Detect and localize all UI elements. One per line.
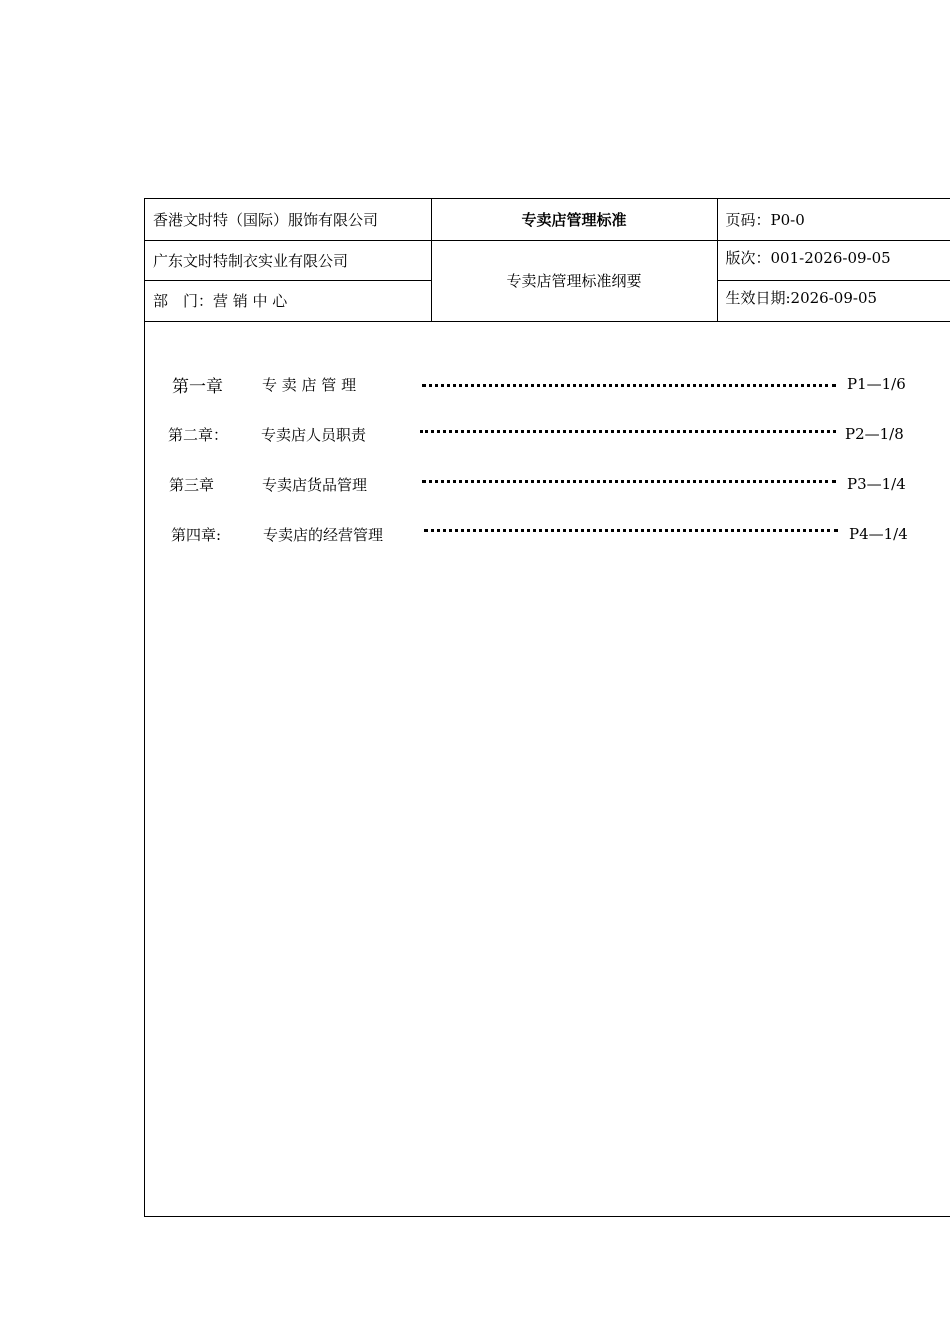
toc-dot-leader — [422, 480, 836, 483]
toc-page-ref: P3—1/4 — [847, 475, 906, 493]
toc-entry-1 — [172, 372, 932, 396]
effective-date: 生效日期:2026-09-05 — [717, 280, 950, 321]
company-name-hk: 香港文时特（国际）服饰有限公司 — [145, 199, 431, 240]
toc-title: 专卖店的经营管理 — [263, 525, 384, 544]
document-subtitle: 专卖店管理标准纲要 — [431, 240, 717, 321]
document-title: 专卖店管理标准 — [431, 199, 717, 240]
toc-page-ref: P2—1/8 — [845, 425, 904, 443]
toc-dot-leader — [422, 384, 836, 387]
toc-chapter: 第二章： — [168, 425, 229, 444]
toc-chapter: 第四章: — [171, 525, 222, 544]
toc-page-ref: P1—1/6 — [847, 375, 906, 393]
toc-title: 专卖店货品管理 — [262, 475, 368, 494]
toc-dot-leader — [424, 529, 838, 532]
document-frame — [144, 198, 950, 1217]
toc-entry-4 — [171, 522, 931, 546]
toc-entry-2 — [168, 422, 928, 446]
toc-entry-3 — [169, 472, 929, 496]
toc-title: 专 卖 店 管 理 — [262, 375, 357, 394]
department-label: 部 门：营 销 中 心 — [145, 280, 431, 321]
version-number: 版次：001-2026-09-05 — [717, 240, 950, 280]
toc-dot-leader — [420, 430, 836, 433]
company-name-gd: 广东文时特制衣实业有限公司 — [145, 240, 431, 280]
toc-chapter: 第一章 — [172, 376, 223, 397]
toc-page-ref: P4—1/4 — [849, 525, 908, 543]
document-header-table — [145, 199, 950, 322]
toc-title: 专卖店人员职责 — [261, 425, 367, 444]
toc-chapter: 第三章 — [169, 475, 215, 494]
page-code: 页码：P0-0 — [717, 199, 950, 240]
